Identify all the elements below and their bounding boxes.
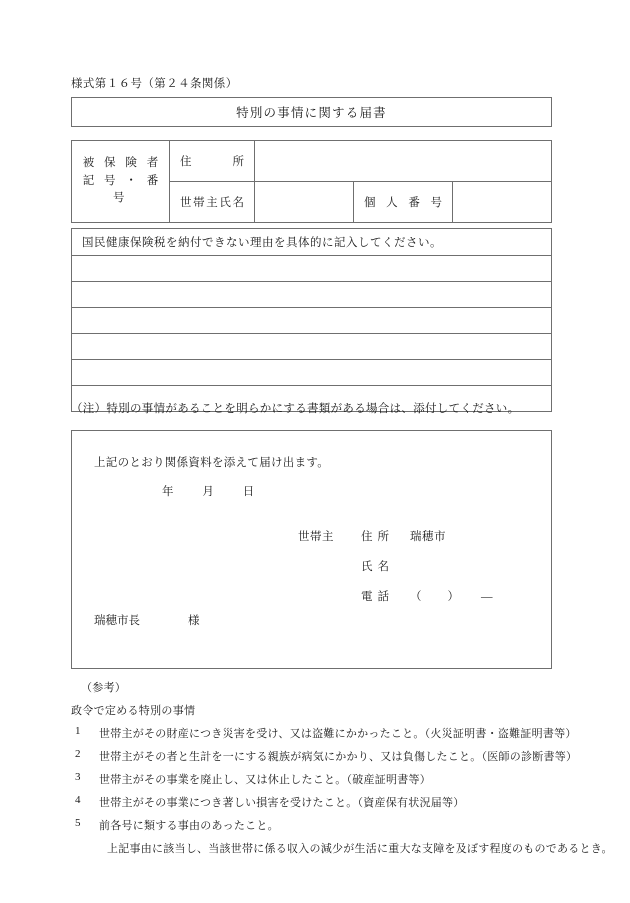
reference-item-number: 2 [75, 748, 81, 760]
reason-table [71, 228, 552, 412]
householder-name-label: 世帯主氏名 [180, 197, 244, 209]
table-row [72, 282, 552, 308]
reference-item-number: 3 [75, 771, 81, 783]
declaration-address-value[interactable]: 瑞穂市 [410, 531, 446, 543]
declaration-date-row[interactable] [162, 483, 254, 499]
declaration-address-label: 住所 [361, 531, 394, 543]
reference-item-number: 4 [75, 794, 81, 806]
declaration-signature-block [298, 522, 493, 612]
list-item [71, 794, 571, 810]
tel-close-paren: ） [447, 591, 459, 603]
tel-open-paren: （ [410, 591, 422, 603]
table-row [72, 334, 552, 360]
table-row [72, 98, 552, 127]
declaration-name-label: 氏名 [361, 561, 394, 573]
declaration-address-row [298, 522, 493, 552]
reason-blank-row[interactable] [72, 360, 552, 386]
insured-label-line1: 被 保 険 者 [82, 156, 162, 169]
table-row [72, 308, 552, 334]
declaration-tel-row [298, 582, 493, 612]
reason-blank-row[interactable] [72, 308, 552, 334]
title-cell [72, 98, 552, 127]
insured-person-table [71, 140, 552, 223]
declaration-box [71, 430, 552, 669]
list-item [71, 748, 578, 764]
tel-dash: ― [481, 591, 493, 603]
honorific-label: 様 [188, 615, 200, 627]
mynumber-label: 個人番号 [364, 197, 442, 209]
declaration-tel-field[interactable] [410, 591, 493, 603]
table-row [72, 360, 552, 386]
list-item [71, 771, 571, 787]
reason-blank-row[interactable] [72, 256, 552, 282]
declaration-intro: 上記のとおり関係資料を添えて届け出ます。 [94, 457, 330, 469]
addressee-row [94, 612, 200, 628]
title-box [71, 97, 552, 127]
reference-item-text: 世帯主がその者と生計を一にする親族が病気にかかり、又は負傷したこと。（医師の診断書等） [99, 751, 578, 763]
reference-item5-detail: 上記事由に該当し、当該世帯に係る収入の減少が生活に重大な支障を及ぼす程度のものであるとき。 [107, 843, 613, 855]
declaration-name-row [298, 552, 493, 582]
reference-section [71, 679, 613, 856]
address-input-cell[interactable] [255, 141, 552, 182]
insured-label-line2: 記 号 ・ 番 号 [82, 174, 162, 205]
reference-item-text: 世帯主がその事業につき著しい損害を受けたこと。（資産保有状況届等） [99, 797, 465, 809]
householder-name-input-cell[interactable] [255, 182, 354, 223]
reference-item-text: 世帯主がその事業を廃止し、又は休止したこと。（破産証明書等） [99, 774, 431, 786]
householder-name-label-cell [170, 182, 255, 223]
date-month-label: 月 [202, 486, 214, 498]
reference-label: （参考） [81, 682, 127, 694]
reference-heading: 政令で定める特別の事情 [71, 705, 196, 717]
date-day-label: 日 [242, 486, 255, 498]
reason-header-cell: 国民健康保険税を納付できない理由を具体的に記入してください。 [72, 229, 552, 256]
table-row [72, 256, 552, 282]
address-label-cell [170, 141, 255, 182]
list-item [71, 817, 571, 833]
mynumber-label-cell [354, 182, 453, 223]
mynumber-input-cell[interactable] [453, 182, 552, 223]
reference-item-number: 5 [75, 817, 81, 829]
reason-blank-row[interactable] [72, 282, 552, 308]
form-number-label: 様式第１６号（第２４条関係） [71, 78, 238, 90]
document-title: 特別の事情に関する届書 [236, 106, 387, 120]
attachment-note: （注）特別の事情があることを明らかにする書類がある場合は、添付してください。 [71, 403, 520, 415]
insured-number-label-cell [72, 141, 170, 223]
householder-prefix-label: 世帯主 [298, 531, 334, 543]
reason-blank-row[interactable] [72, 334, 552, 360]
reference-item-number: 1 [75, 725, 81, 737]
reference-item-text: 前各号に類する事由のあったこと。 [99, 820, 279, 832]
reference-item-text: 世帯主がその財産につき災害を受け、又は盗難にかかったこと。（火災証明書・盗難証明書等） [99, 728, 577, 740]
list-item [71, 725, 577, 741]
mayor-label: 瑞穂市長 [94, 615, 140, 627]
table-row [72, 229, 552, 256]
declaration-tel-label: 電話 [361, 591, 394, 603]
table-row [72, 141, 552, 182]
address-label: 住所 [180, 156, 244, 168]
date-year-label: 年 [162, 486, 174, 498]
